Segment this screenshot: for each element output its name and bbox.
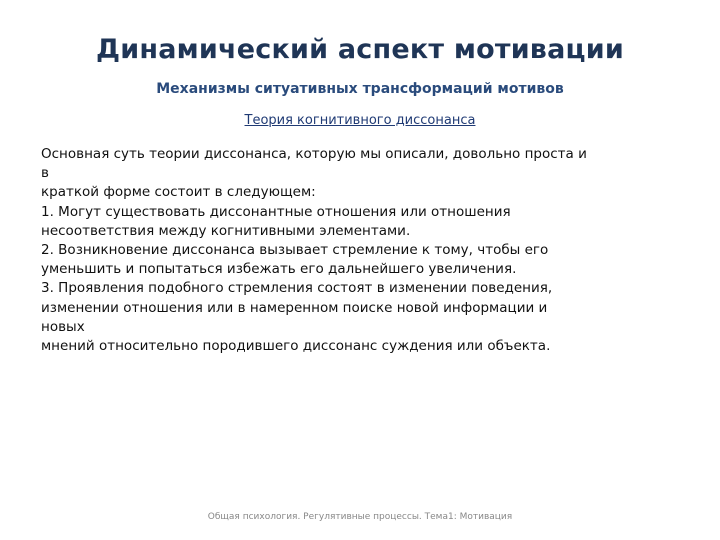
- body-text: [41, 145, 641, 356]
- slide-title: Динамический аспект мотивации: [96, 34, 624, 65]
- slide-subtitle: Механизмы ситуативных трансформаций мотивов: [156, 81, 564, 97]
- body-line: 3. Проявления подобного стремления состоят в изменении поведения,: [41, 280, 553, 297]
- body-line: в: [41, 165, 49, 182]
- body-line: несоответствия между когнитивными элементами.: [41, 222, 411, 239]
- theory-link[interactable]: Теория когнитивного диссонанса: [244, 113, 476, 128]
- body-line: 1. Могут существовать диссонантные отношения или отношения: [41, 203, 511, 220]
- body-line: изменении отношения или в намеренном поиске новой информации и: [41, 299, 548, 316]
- body-line: Основная суть теории диссонанса, которую мы описали, довольно проста и: [41, 146, 587, 162]
- slide-footer: Общая психология. Регулятивные процессы. Тема1: Мотивация: [207, 512, 513, 522]
- body-line: краткой форме состоит в следующем:: [41, 184, 316, 201]
- body-line: уменьшить и попытаться избежать его дальнейшего увеличения.: [41, 261, 517, 278]
- body-line: 2. Возникновение диссонанса вызывает стремление к тому, чтобы его: [41, 242, 549, 259]
- body-line: новых: [41, 318, 85, 335]
- body-line: мнений относительно породившего диссонанс суждения или объекта.: [41, 338, 551, 355]
